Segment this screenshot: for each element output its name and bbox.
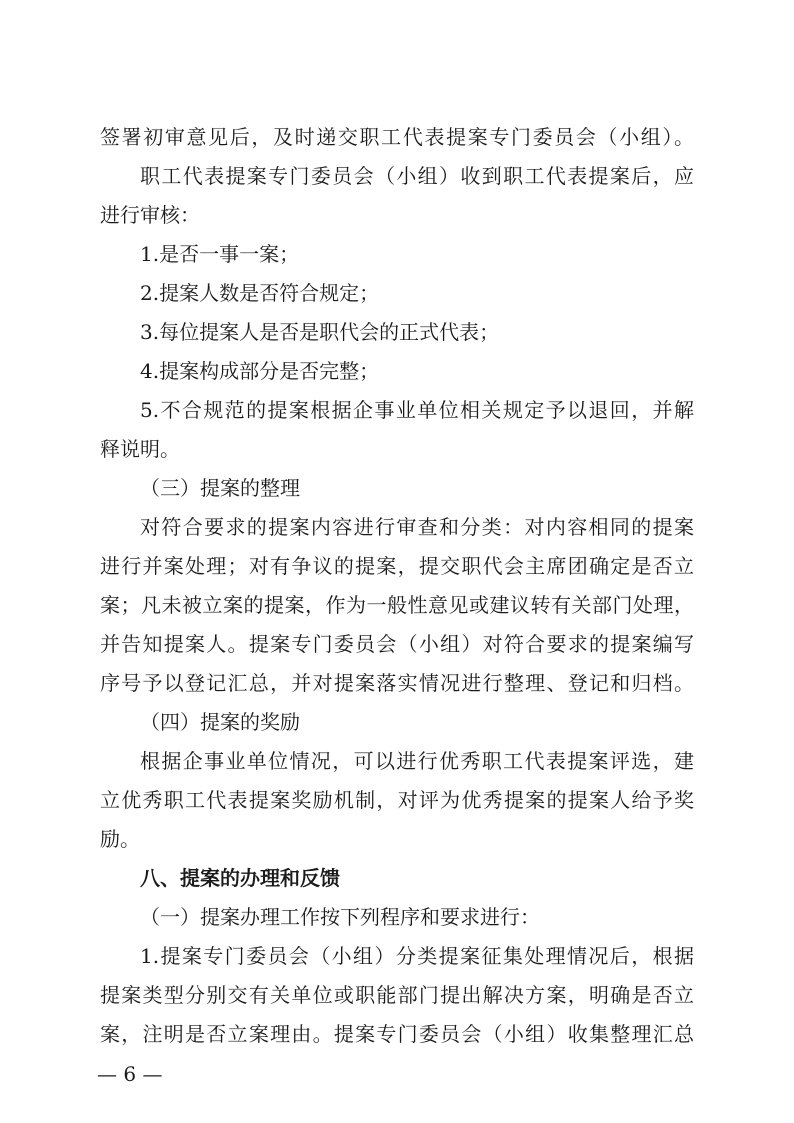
list-item: 1.提案专门委员会（小组）分类提案征集处理情况后，根据 [140,944,694,968]
body-line: 并告知提案人。提案专门委员会（小组）对符合要求的提案编写 [100,632,694,656]
body-line: 对符合要求的提案内容进行审查和分类：对内容相同的提案 [140,515,694,539]
list-item: 5.不合规范的提案根据企事业单位相关规定予以退回，并解 [140,398,694,422]
body-line: 立优秀职工代表提案奖励机制，对评为优秀提案的提案人给予奖 [100,788,694,812]
subsection-title: （三）提案的整理 [140,476,300,500]
body-line: 职工代表提案专门委员会（小组）收到职工代表提案后，应 [140,164,694,188]
body-line: 励。 [100,827,140,851]
body-line: 提案类型分别交有关单位或职能部门提出解决方案，明确是否立 [100,983,694,1007]
list-item: 4.提案构成部分是否完整； [140,359,380,383]
list-item: 2.提案人数是否符合规定； [140,281,380,305]
body-line: 签署初审意见后，及时递交职工代表提案专门委员会（小组）。 [100,125,694,149]
section-heading: 八、提案的办理和反馈 [140,866,340,890]
body-line: 进行并案处理；对有争议的提案，提交职代会主席团确定是否立 [100,554,694,578]
document-body [100,118,694,1054]
body-line: 进行审核： [100,203,200,227]
list-item: 1.是否一事一案； [140,242,300,266]
body-line: 案，注明是否立案理由。提案专门委员会（小组）收集整理汇总 [100,1022,694,1046]
body-line: 序号予以登记汇总，并对提案落实情况进行整理、登记和归档。 [100,671,694,695]
subsection-title: （一）提案办理工作按下列程序和要求进行： [140,905,540,929]
list-item: 3.每位提案人是否是职代会的正式代表； [140,320,500,344]
subsection-title: （四）提案的奖励 [140,710,300,734]
body-line: 根据企事业单位情况，可以进行优秀职工代表提案评选，建 [140,749,694,773]
page-number: — 6 — [97,1062,163,1086]
body-line: 释说明。 [100,437,180,461]
body-line: 案；凡未被立案的提案，作为一般性意见或建议转有关部门处理， [100,593,694,617]
